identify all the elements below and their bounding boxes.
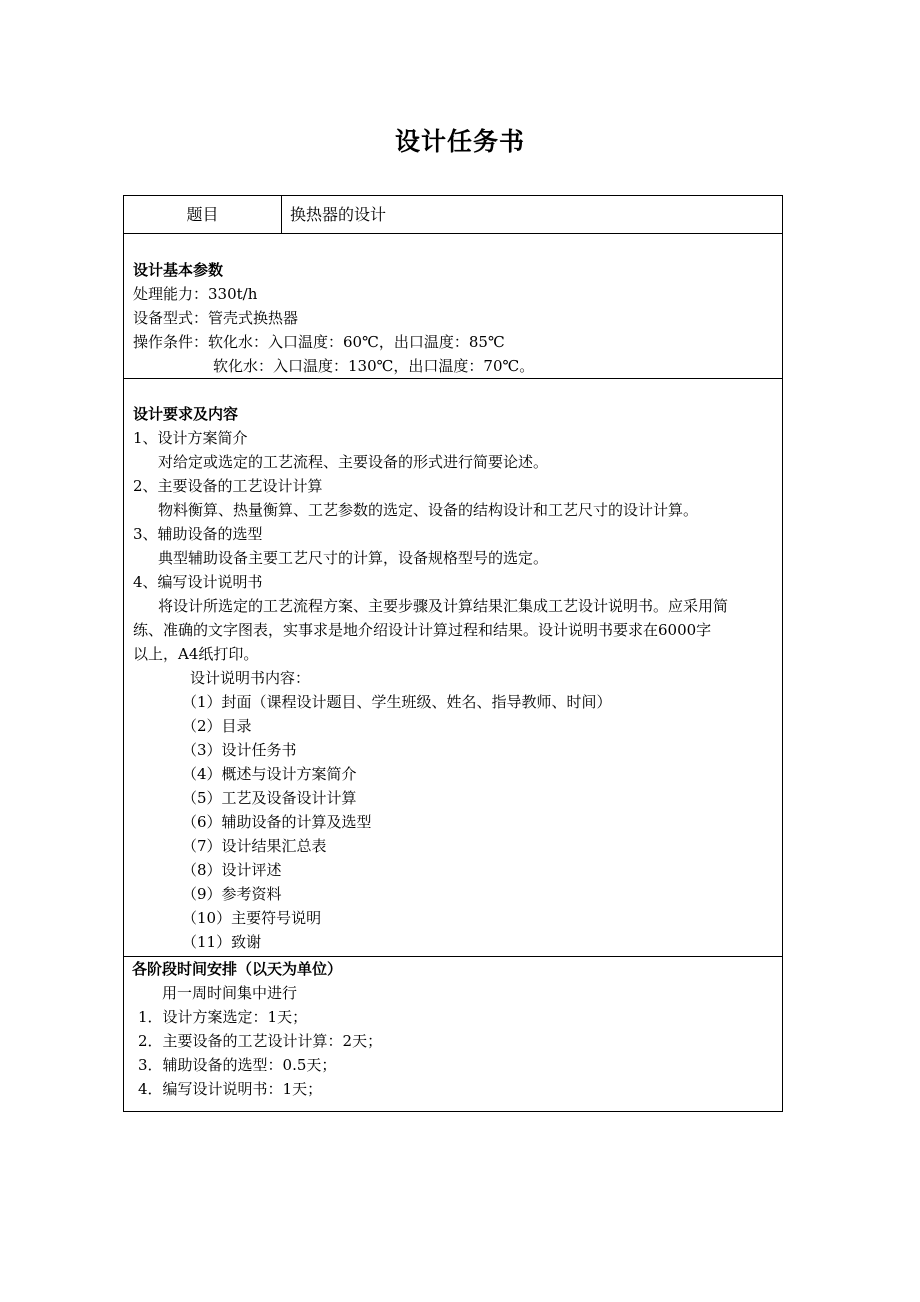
req-item-title: 4、编写设计说明书: [133, 573, 263, 591]
param-line: 软化水：入口温度：130℃，出口温度：70℃。: [213, 357, 535, 375]
topic-row: [124, 196, 782, 234]
contents-item: （5）工艺及设备设计计算: [182, 789, 357, 807]
topic-label: 题目: [124, 196, 282, 233]
topic-value: 换热器的设计: [290, 205, 387, 224]
schedule-item: 3．辅助设备的选型：0.5天；: [138, 1056, 337, 1074]
req-item-title: 1、设计方案简介: [133, 429, 248, 447]
req-item-title: 3、辅助设备的选型: [133, 525, 263, 543]
schedule-heading: 各阶段时间安排（以天为单位）: [132, 960, 343, 978]
schedule-item: 1．设计方案选定：1天；: [138, 1008, 308, 1026]
contents-item: （7）设计结果汇总表: [182, 837, 327, 855]
task-table: [123, 195, 783, 1112]
requirements-heading: 设计要求及内容: [133, 405, 239, 423]
contents-item: （8）设计评述: [182, 861, 282, 879]
req-item-desc-cont: 练、准确的文字图表，实事求是地介绍设计计算过程和结果。设计说明书要求在6000字: [133, 621, 712, 639]
req-item-desc: 将设计所选定的工艺流程方案、主要步骤及计算结果汇集成工艺设计说明书。应采用简: [158, 597, 729, 615]
contents-item: （11）致谢: [182, 933, 262, 951]
param-line: 设备型式：管壳式换热器: [133, 309, 299, 327]
contents-item: （9）参考资料: [182, 885, 282, 903]
contents-item: （6）辅助设备的计算及选型: [182, 813, 372, 831]
schedule-section: [124, 957, 782, 1111]
param-line: 操作条件：软化水：入口温度：60℃，出口温度：85℃: [133, 333, 505, 351]
param-line: 处理能力：330t/h: [133, 285, 258, 303]
contents-item: （10）主要符号说明: [182, 909, 322, 927]
schedule-item: 2．主要设备的工艺设计计算：2天；: [138, 1032, 383, 1050]
contents-item: （1）封面（课程设计题目、学生班级、姓名、指导教师、时间）: [182, 693, 612, 711]
params-heading: 设计基本参数: [133, 261, 224, 279]
req-item-desc-cont: 以上，A4纸打印。: [133, 645, 259, 663]
requirements-section: [124, 379, 782, 957]
params-section: [124, 233, 782, 379]
contents-item: （4）概述与设计方案简介: [182, 765, 357, 783]
page-title: 设计任务书: [394, 127, 525, 156]
req-item-title: 2、主要设备的工艺设计计算: [133, 477, 323, 495]
schedule-item: 4．编写设计说明书：1天；: [138, 1080, 323, 1098]
contents-item: （3）设计任务书: [182, 741, 297, 759]
schedule-intro: 用一周时间集中进行: [162, 984, 298, 1002]
req-item-desc: 典型辅助设备主要工艺尺寸的计算，设备规格型号的选定。: [158, 549, 549, 567]
contents-item: （2）目录: [182, 717, 252, 735]
req-item-desc: 对给定或选定的工艺流程、主要设备的形式进行简要论述。: [158, 453, 549, 471]
contents-heading: 设计说明书内容：: [190, 669, 311, 687]
req-item-desc: 物料衡算、热量衡算、工艺参数的选定、设备的结构设计和工艺尺寸的设计计算。: [158, 501, 699, 519]
